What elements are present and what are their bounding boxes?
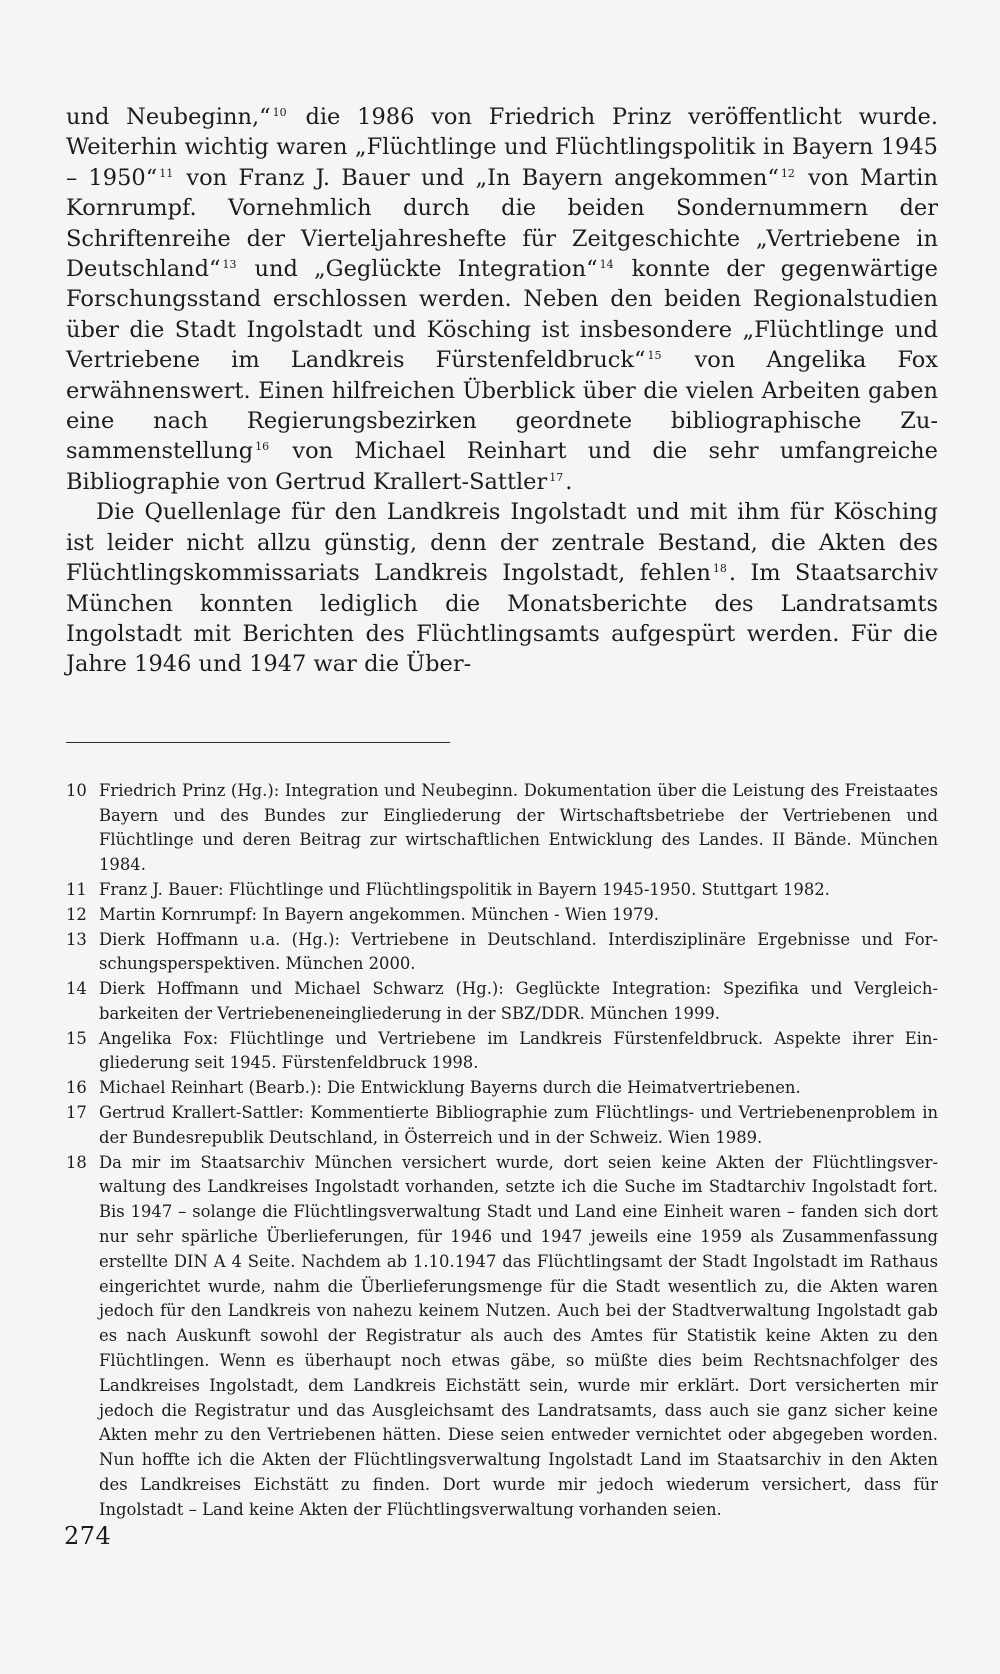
footnote-number: 10: [66, 780, 87, 800]
footnote-ref-14: 14: [599, 258, 614, 272]
paragraph-2: [66, 497, 938, 679]
text-run: die 1986 von Friedrich Prinz veröffentlicht wurde. Weiterhin wichtig waren „Flüchtlinge und Flüchtlingspolitik in Bayern 1945 – 1950“: [66, 104, 938, 191]
footnote-text: Martin Kornrumpf: In Bayern angekommen. München - Wien 1979.: [99, 904, 660, 924]
text-run: .: [565, 468, 573, 495]
footnote-text: Dierk Hoffmann u.a. (Hg.): Vertriebene in Deutschland. Interdisziplinäre Ergebnisse und Forschungsperspektiven. München 2000.: [99, 929, 938, 974]
footnote-text: Gertrud Krallert-Sattler: Kommentierte Bibliographie zum Flüchtlings- und Vertriebenenproblem in der Bundesrepublik Deutschland, in Österreich und in der Schweiz. Wien 1989.: [99, 1103, 938, 1147]
text-run: von Martin Kornrumpf. Vornehmlich durch die beiden Sondernummern der Schriftenreihe der Vierteljahreshefte für Zeitgeschichte „Vertriebene in Deutschland“: [66, 164, 938, 283]
text-run: Die Quellenlage für den Landkreis Ingolstadt und mit ihm für Kösching ist leider nicht allzu günstig, denn der zentrale Bestand, die Akten des Flüchtlingskommissariats Landkreis Ingolstadt, fehlen: [66, 499, 938, 587]
footnote-number: 17: [66, 1103, 87, 1123]
footnote-number: 11: [66, 879, 87, 899]
page-number: 274: [64, 1522, 112, 1550]
footnote-ref-11: 11: [159, 166, 174, 180]
footnote-ref-17: 17: [549, 470, 564, 484]
footnote-ref-13: 13: [222, 258, 237, 272]
footnote-text: Dierk Hoffmann und Michael Schwarz (Hg.): Geglückte Integration: Spezifika und Vergleichbarkeiten der Vertriebeneneingliederung in der SBZ/DDR. München 1999.: [99, 979, 938, 1023]
text-run: von Michael Reinhart und die sehr umfangreiche Bibliographie von Gertrud Krallert-Sattler: [66, 438, 938, 495]
text-run: und „Geglückte Integration“: [238, 256, 598, 283]
footnote-18: [66, 1151, 938, 1523]
footnote-11: [66, 878, 938, 903]
footnote-number: 13: [66, 929, 87, 949]
text-run: und Neubeginn,“: [66, 104, 271, 130]
body-text: [66, 102, 938, 680]
footnote-ref-15: 15: [647, 349, 662, 363]
footnote-17: [66, 1101, 938, 1151]
footnote-text: Da mir im Staatsarchiv München versichert wurde, dort seien keine Akten der Flüchtlingsverwaltung des Landkreises Ingolstadt vorhanden, setzte ich die Suche im Stadtarchiv Ingolstadt fort. Bis 1947 – solange die Flüchtlingsverwaltung Stadt und Land eine Einheit waren – fanden sich dort nur sehr spärliche Überlieferungen, für 1946 und 1947 jeweils eine 1959 als Zusammenfassung erstellte DIN A 4 Seite. Nachdem ab 1.10.1947 das Flüchtlingsamt der Stadt Ingolstadt im Rathaus eingerichtet wurde, nahm die Überlieferungsmenge für die Stadt wesentlich zu, die Akten waren jedoch für den Landkreis von nahezu keinem Nutzen. Auch bei der Stadtverwaltung Ingolstadt gab es nach Auskunft sowohl der Registratur als auch des Amtes für Statistik keine Akten zu den Flüchtlingen. Wenn es überhaupt noch etwas gäbe, so müßte dies beim Rechtsnachfolger des Landkreises Ingolstadt, dem Landkreis Eichstätt sein, wurde mir erklärt. Dort versicherten mir jedoch die Registratur und das Ausgleichsamt des Landratsamts, dass auch sie ganz sicher keine Akten mehr zu den Vertriebenen hätten. Diese seien entweder vernichtet oder abgegeben worden. Nun hoffte ich die Akten der Flüchtlingsverwaltung Ingolstadt Land im Staatsarchiv in den Akten des Landkreises Eichstätt zu finden. Dort wurde mir jedoch wiederum versichert, dass für Ingolstadt – Land keine Akten der Flüchtlingsverwaltung vorhanden seien.: [99, 1152, 938, 1519]
footnote-number: 15: [66, 1028, 87, 1048]
footnote-text: Angelika Fox: Flüchtlinge und Vertriebene im Landkreis Fürstenfeldbruck. Aspekte ihrer Eingliederung seit 1945. Fürstenfeldbruck 1998.: [99, 1028, 938, 1073]
footnote-13: [66, 928, 938, 978]
footnote-text: Franz J. Bauer: Flüchtlinge und Flüchtlingspolitik in Bayern 1945-1950. Stuttgart 1982.: [99, 879, 830, 899]
footnote-ref-10: 10: [272, 106, 287, 119]
footnote-ref-18: 18: [712, 562, 727, 576]
footnote-ref-16: 16: [255, 440, 270, 454]
footnote-12: [66, 903, 938, 928]
paragraph-1: [66, 102, 938, 497]
text-run: von Angelika Fox erwähnenswert. Einen hilfreichen Überblick über die vielen Arbeiten gaben eine nach Regierungsbezirken geordnete bibliographische Zusammenstellung: [66, 347, 938, 465]
footnote-separator: [66, 742, 450, 743]
footnotes: [66, 779, 938, 1523]
footnote-15: [66, 1027, 938, 1077]
text-run: konnte der gegenwärtige Forschungsstand erschlossen werden. Neben den beiden Regionalstudien über die Stadt Ingolstadt und Kösching ist insbesondere „Flüchtlinge und Vertriebene im Landkreis Fürstenfeldbruck“: [66, 256, 938, 374]
footnote-number: 14: [66, 979, 87, 999]
footnote-number: 18: [66, 1152, 87, 1172]
page-content: [66, 102, 938, 1523]
footnote-text: Michael Reinhart (Bearb.): Die Entwicklung Bayerns durch die Heimatvertriebenen.: [99, 1078, 801, 1098]
footnote-16: [66, 1076, 938, 1101]
text-run: . Im Staatsarchiv München konnten lediglich die Monatsberichte des Landratsamts Ingolstadt mit Berichten des Flüchtlingsamts aufgespürt werden. Für die Jahre 1946 und 1947 war die Über-: [66, 560, 938, 678]
text-run: von Franz J. Bauer und „In Bayern angekommen“: [175, 164, 779, 191]
footnote-number: 12: [66, 904, 87, 924]
footnote-text: Friedrich Prinz (Hg.): Integration und Neubeginn. Dokumentation über die Leistung des Freistaates Bayern und des Bundes zur Eingliederung der Wirtschaftsbetriebe der Vertriebenen und Flüchtlinge und deren Beitrag zur wirtschaftlichen Entwicklung des Landes. II Bände. München 1984.: [99, 780, 938, 875]
footnote-ref-12: 12: [780, 166, 795, 180]
footnote-number: 16: [66, 1078, 87, 1098]
footnote-10: [66, 779, 938, 878]
footnote-14: [66, 977, 938, 1027]
